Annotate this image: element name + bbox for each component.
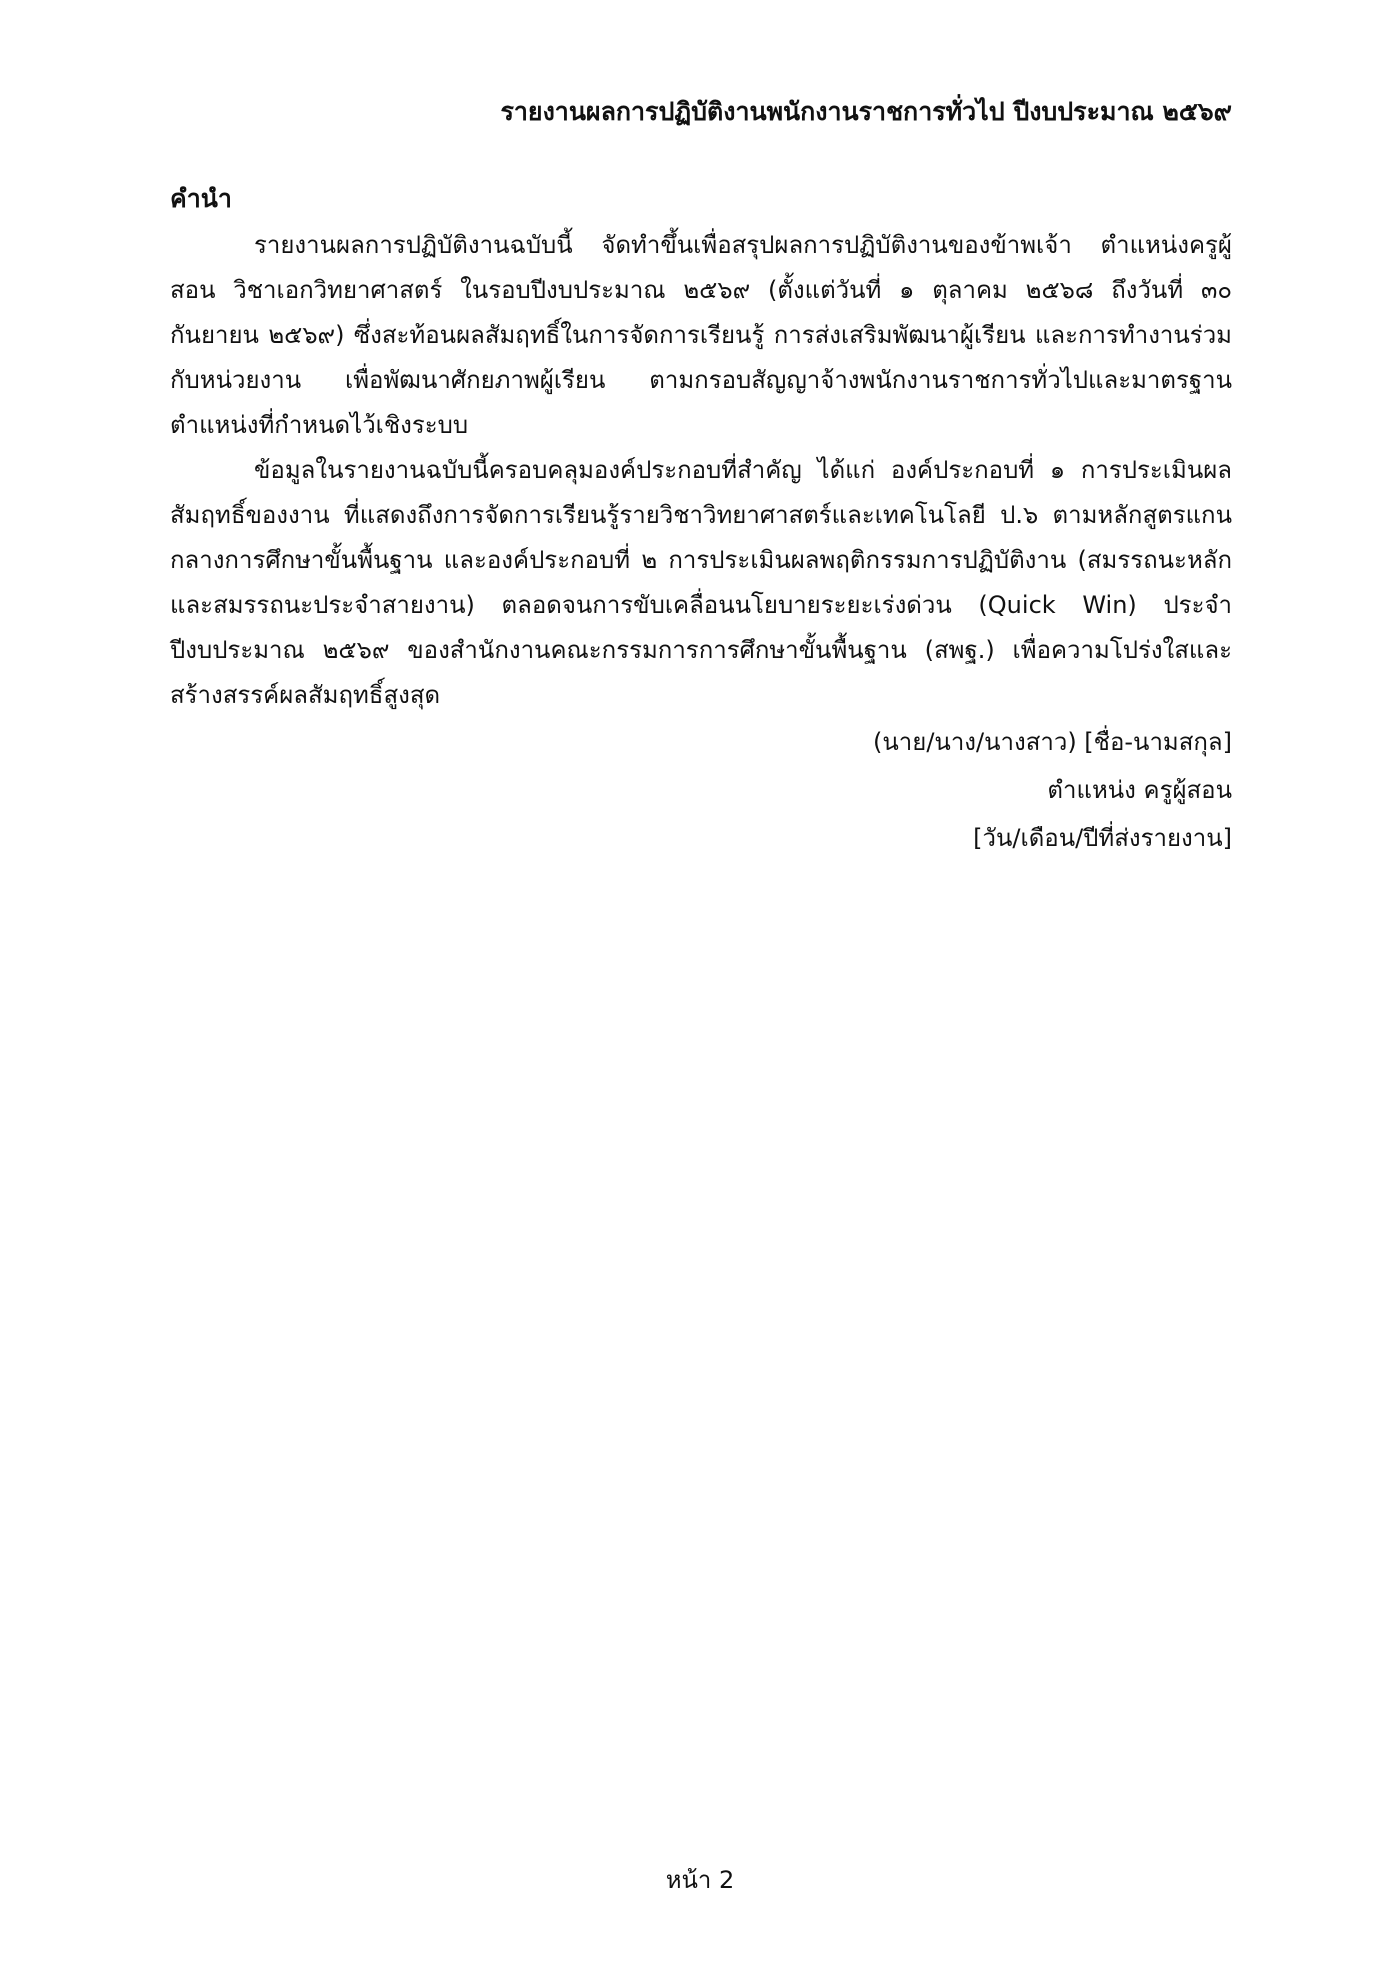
paragraph-1: รายงานผลการปฏิบัติงานฉบับนี้ จัดทำขึ้นเพื่อสรุปผลการปฏิบัติงานของข้าพเจ้า ตำแหน่งครูผู้สอน วิชาเอกวิทยาศาสตร์ ในรอบปีงบประมาณ ๒๕๖๙ (ตั้งแต่วันที่ ๑ ตุลาคม ๒๕๖๘ ถึงวันที่ ๓๐ กันยายน ๒๕๖๙) ซึ่งสะท้อนผลสัมฤทธิ์ในการจัดการเรียนรู้ การส่งเสริมพัฒนาผู้เรียน และการทำงานร่วมกับหน่วยงาน เพื่อพัฒนาศักยภาพผู้เรียน ตามกรอบสัญญาจ้างพนักงานราชการทั่วไปและมาตรฐานตำแหน่งที่กำหนดไว้เชิงระบบ bbox=[170, 231, 1232, 439]
signature-position: ตำแหน่ง ครูผู้สอน bbox=[1047, 776, 1232, 804]
signature-date: [วัน/เดือน/ปีที่ส่งรายงาน] bbox=[973, 824, 1232, 852]
document-body bbox=[170, 176, 1232, 862]
signature-name: (นาย/นาง/นางสาว) [ชื่อ-นามสกุล] bbox=[873, 728, 1232, 756]
document-header-title: รายงานผลการปฏิบัติงานพนักงานราชการทั่วไป ปีงบประมาณ ๒๕๖๙ bbox=[500, 97, 1232, 126]
page-number: หน้า 2 bbox=[665, 1866, 735, 1894]
section-heading: คำนำ bbox=[170, 184, 232, 213]
signature-block bbox=[170, 718, 1232, 862]
paragraph-2: ข้อมูลในรายงานฉบับนี้ครอบคลุมองค์ประกอบที่สำคัญ ได้แก่ องค์ประกอบที่ ๑ การประเมินผลสัมฤทธิ์ของงาน ที่แสดงถึงการจัดการเรียนรู้รายวิชาวิทยาศาสตร์และเทคโนโลยี ป.๖ ตามหลักสูตรแกนกลางการศึกษาขั้นพื้นฐาน และองค์ประกอบที่ ๒ การประเมินผลพฤติกรรมการปฏิบัติงาน (สมรรถนะหลักและสมรรถนะประจำสายงาน) ตลอดจนการขับเคลื่อนนโยบายระยะเร่งด่วน (Quick Win) ประจำปีงบประมาณ ๒๕๖๙ ของสำนักงานคณะกรรมการการศึกษาขั้นพื้นฐาน (สพฐ.) เพื่อความโปร่งใสและสร้างสรรค์ผลสัมฤทธิ์สูงสุด bbox=[170, 456, 1232, 709]
